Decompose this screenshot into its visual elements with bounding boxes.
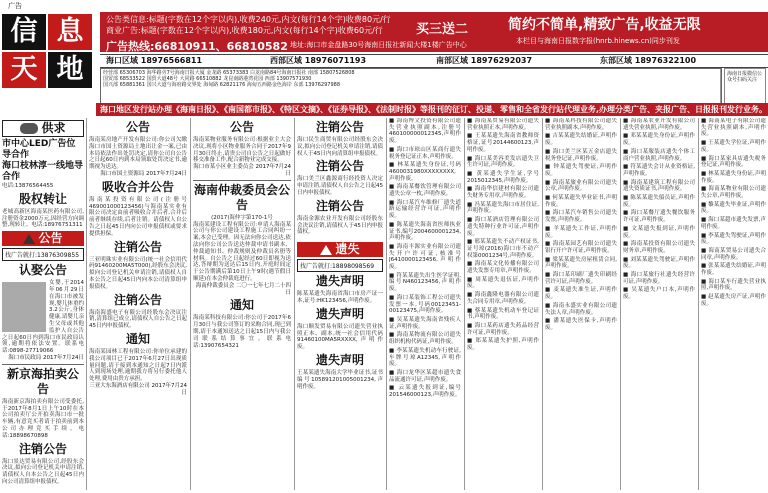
list-item: ■ 周某遗失退伍证,声明作废。 [467,276,539,290]
cancel1-text: 三亚明珠实业有限公司(统一社会信用代码91460200MA5T000),经股东会决议,拟向公司登记机关申请注销,请债权人自本公告之日起45日内向本公司清算组申报债权。 [89,256,187,290]
gg-footer: 海口市国土资源局 2017年7月24日 [100,170,187,177]
supply-heading: 供求 [2,120,84,137]
bullet-icon: ■ [623,148,631,155]
bullet-icon: ■ [623,241,631,248]
list-item: ■ 海口某家具店遗失税务登记证,声明作废。 [701,155,766,169]
list-item: ■ 刘某某遗失驾驶证,声明作废。 [623,256,695,270]
list-item: ■ 海南某物流有限公司遗失组织机构代码证,声明作废。 [389,332,461,346]
logo-char: 地 [48,52,92,88]
list-item: ■ 何某某遗失毕业证书,声明作废。 [545,195,617,208]
bullet-icon: ■ [701,232,709,239]
list-item: ■ 海口某装饰工程公司遗失发票一本,号码00123451-00123475,声明作废。 [389,294,461,315]
list-item: ■ 海南某电子有限公司遗失营业执照副本,声明作废。 [701,118,766,138]
bullet-icon: ■ [545,241,553,248]
region-east: 东部区域 18976322100 [600,56,697,65]
n-title: 通知 [229,298,254,313]
list-item: ■ 海南某投资有限公司遗失财务章,声明作废。 [623,241,695,254]
bullet-icon: ■ [389,243,397,250]
column-7 [545,118,617,490]
list-item: ■ 海口市琼山区某商行遗失税务登记证正本,声明作废。 [389,146,461,160]
bullet-icon: ■ [623,118,631,124]
bullet-icon: ■ [389,332,397,339]
list-item: ■ 林某某遗失身份证,号码4600031980XXXXXXXX,声明作废。 [389,162,461,182]
bullet-icon: ■ [701,217,709,224]
list-item: ■ 林某某遗失身份证,声明作废。 [701,170,766,184]
region-west: 西部区域 18976071193 [270,56,367,65]
bullet-icon: ■ [623,179,631,186]
committee-title: 海南仲裁委员会公告 [193,182,290,212]
list-item: ■ 海南某建筑工程有限公司遗失资质证书,声明作废。 [623,179,695,193]
bullet-icon: ■ [467,118,475,124]
bullet-icon: ■ [389,294,397,301]
column-4 [297,118,383,490]
c3-text: 海南金源农业开发有限公司经股东会决议注销,请债权人于45日内申报债权。 [297,215,383,236]
list-item: ■ 海南鑫隆电器有限公司遗失合同专用章,声明作废。 [467,292,539,305]
list-item: ■ 文某遗失报到证,声明作废。 [623,225,695,239]
bullet-icon: ■ [389,199,397,206]
list-item: ■ 邓某某遗失身份证,声明作废。 [623,133,695,147]
bullet-icon: ■ [545,256,553,263]
list-item: ■ 黄某遗失学生证,学号2015012345,声明作废。 [467,170,539,184]
list-item: ■ 海南某园艺有限公司遗失银行开户许可证,声明作废。 [545,241,617,254]
notice-footer: 三亚大东海酒店有限公司 2017年7月24日 [89,382,187,396]
auction-title: 新京海拍卖公告 [6,366,79,396]
bullet-icon: ■ [467,155,475,162]
list-item: ■ 海口美兰区某五金店遗失税务登记证,声明作废。 [545,148,617,162]
page-label: 广告 [8,2,22,10]
bullet-icon: ■ [623,287,632,294]
bullet-icon: ■ [545,318,554,325]
bullet-icon: ■ [389,369,397,376]
qr-note: 海南日报微信公众号扫码关注 [724,68,766,114]
ticker: 海口地区发行站办理《海南日报》、《南国都市报》、《特区文摘》、《证券导报》、《法制时报》等报刊的征订、投递、零售和全省发行站代理业务,办理分类广告、夹报广告、日报报刊发行业务。 [96,103,768,116]
list-item: ■ 海南某农业开发有限公司遗失营业执照,声明作废。 [623,118,695,131]
led-ad-phone: 电话:13876564455 [2,183,54,189]
list-item: ■ 海南某文化传播有限公司遗失发票专用章,声明作废。 [467,261,539,275]
list-item: ■ 海南永盛实业有限公司遗失法人章,声明作废。 [545,302,617,316]
cancel2-title: 注销公告 [113,292,162,307]
bullet-icon: ■ [467,133,475,140]
bullet-icon: ■ [623,256,631,263]
list-item: ■ 吉某某遗失结婚证,声明作废。 [545,133,617,147]
bullet-icon: ■ [623,225,632,232]
list-item: ■ 海口某服装店遗失个体工商户营业执照,声明作废。 [623,148,695,162]
bullet-icon: ■ [389,184,397,191]
committee-footer: 海南仲裁委员会 二〇一七年七月二十四日 [195,282,291,296]
bullet-icon: ■ [701,118,709,124]
bullet-icon: ■ [389,316,397,323]
list-item: ■ 海南华信建材有限公司遗失财务专用章,声明作废。 [467,186,539,200]
column-5 [389,118,461,490]
notice-title: 通知 [125,331,150,346]
pricing-line-1: 公告类信息:标题(字数在12个字以内),收费240元,内文(每行14个字)收费80元/行 [106,15,391,24]
list-item: ■ 海口某酒店管理有限公司遗失特种行业许可证,声明作废。 [467,217,539,237]
bullet-icon: ■ [623,133,631,140]
notice-label: 公告 [2,231,84,246]
bullet-icon: ■ [467,261,475,268]
c3-title: 注销公告 [315,198,364,213]
bullet-icon: ■ [701,170,709,177]
list-item: ■ 李某某遗失机动车行驶证,车牌号琼A12345,声明作废。 [389,347,461,368]
column-3 [193,118,291,490]
bullet-icon: ■ [545,195,553,202]
bullet-icon: ■ [389,146,397,153]
merge-text: 海南某投资有限公司(注册号469001000123456)与海南某实业有限公司决定由前者吸收合并后者,合并后前者继续存续,后者注销。请债权人自公告之日起45日内向公司申报债权或要求提供担保。 [89,196,187,237]
c1-title: 注销公告 [315,120,364,134]
baby-photo [2,282,46,332]
region-haikou: 海口区域 18976566811 [106,56,203,65]
list-item: ■ 麦某遗失准生证,声明作废。 [545,287,617,301]
slogan: 简约不简单,精致广告,收益无限 [508,17,701,33]
megaphone-icon [23,234,35,244]
column-9 [701,118,766,490]
g-title: 公告 [229,120,254,134]
bullet-icon: ■ [701,278,709,285]
pricing-line-2: 商业广告:标题(字数在12个字以内),收费180元,内文(每行14个字)收费60元/行 [106,26,383,35]
list-item: ■ 邢某某遗失不动产权证书,证号琼(2016)海口市不动产权第0001234号,声明作废。 [467,239,539,259]
list-item: ■ 海南某旅业有限公司遗失公章,声明作废。 [545,179,617,193]
merge-title: 吸收合并公告 [101,179,174,194]
bullet-icon: ■ [545,302,553,309]
list-item: ■ 王某某遗失海南省教师资格证,证号20144600123,声明作废。 [467,133,539,153]
bullet-icon: ■ [701,155,709,162]
c1-text: 海口民生商贸有限公司经股东会决议,拟向公司登记机关申请注销,请债权人于45日内向清算组申报债权。 [297,137,383,157]
bullet-icon: ■ [545,118,553,124]
bullet-icon: ■ [545,210,553,217]
notice-contact: 找广告就打:13876309855 [2,248,84,261]
logo [2,14,98,92]
bullet-icon: ■ [389,385,399,392]
list-item: ■ 潘某遗失医保卡,声明作废。 [545,318,617,331]
column-8 [623,118,695,490]
bullet-icon: ■ [389,221,397,228]
phone-hotline: 广告热线:66810911、66810582 [106,40,288,53]
logo-char: 息 [48,14,92,50]
promo: 买三送二 [416,22,469,37]
d2-text: 海口顺发贸易有限公司遗失营业执照正本、副本,统一社会信用代码91460100MA5RXXXX,声明作废。 [297,323,383,351]
list-item: ■ 符某某遗失出生医学证明,编号N460123456,声明作废。 [389,272,461,293]
list-item: ■ 王某遗失学位证,声明作废。 [701,140,766,153]
list-item: ■ 梁某某遗失房屋租赁合同,声明作废。 [545,256,617,270]
list-item: ■ 海口某美容美发店遗失卫生许可证,声明作废。 [467,155,539,169]
led-ad: 市中心LED广告位导合作 [2,139,76,160]
adopt-text: 女婴,于2014年06月29日在海口市被发现,婴儿体重约3.2公斤,身体健康,请婴儿亲生父母或其他监护人自公告之日起60日内到海口市民政局认领,逾期将依法安置。联系电话:0898-27719066 [2,280,84,355]
bullet-icon: ■ [701,294,709,301]
led-ad-sub: 海口枝林淳一线地导合作 [2,161,84,182]
bullet-icon: ■ [389,272,397,279]
bullet-icon: ■ [623,272,631,279]
d2-title: 遗失声明 [315,306,364,321]
d1-title: 遗失声明 [315,274,364,289]
cancel-title: 注销公告 [18,441,67,456]
address: 地址:海口市金盘路30号海南日报社新闻大楼1楼广告中心 [290,41,467,49]
column-classifieds [2,118,84,490]
bullet-icon: ■ [701,263,709,270]
list-item: ■ 海口某超市遗失发票,声明作废。 [701,217,766,230]
list-item: ■ 海南某餐饮管理有限公司遗失公章一枚,声明作废。 [389,184,461,198]
megaphone-icon [320,245,332,255]
committee-text: 海南某建设工程有限公司:申请人海南某公司与你公司建设工程施工合同纠纷一案,本会已受理。因无法向你公司送达,依法向你公司公告送达仲裁申请书副本、仲裁通知书、仲裁规则及仲裁员名册等材料。自公告之日起经过60日即视为送达,答辩期为送达后15日内,开庭时间定于公告期满后第10日上午9时(遇节假日顺延)在本会仲裁庭进行。 [193,221,291,282]
list-item: ■ 李某遗失驾驶证,声明作废。 [701,232,766,246]
list-item: ■ 钟某遗失驾驶证,声明作废。 [545,164,617,177]
bullet-icon: ■ [467,217,475,224]
slogan-sub: 本栏目与海南日报数字报(hnrb.hinews.cn)同步刊发 [516,37,680,45]
bullet-icon: ■ [467,239,475,246]
contacts-row: 经营部 65306703 海华路旁7号海南日报大厦 金龙路 65373383 白龙南路84号海南日报社 南部 15807526808 国贸部 68533522 国贸大道48号 大同路 66510882 龙昆南路港湾花园 西部 13907571930 国兴部 65881361 国兴大道与海府路交界处 海甸路 62821176 海甸五西路金色海岸 东部 13976297988 [101,69,721,113]
list-item: ■ 陈某某遗失船员证,声明作废。 [623,195,695,208]
bullet-icon: ■ [545,225,554,232]
auction-text: 海南新京海拍卖有限公司受委托,于2017年8月1日上午10时在本公司拍卖厅公开拍卖海口市一批车辆,有意竞买者请于拍卖前到本公司办理竞买手续。电话:18898670898 [2,398,84,439]
d3-text: 王某某遗失海南大学毕业证书,证书编号105891201005001234,声明作废。 [297,369,383,390]
bullet-icon: ■ [545,164,554,171]
masthead [0,12,768,92]
list-item: ■ 张某某遗失结婚证,声明作废。 [701,263,766,277]
bullet-icon: ■ [467,292,475,299]
list-item: ■ 吴某遗失户口本,声明作废。 [623,287,695,301]
n-text: 海南某科技有限公司:你公司于2017年6月30日与我公司签订的采购合同,现已到期,请于本通知送达之日起15日内与我公司联系结算事宜。联系电话:13907654321 [193,315,291,349]
list-item: ■ 海口龙华区某超市遗失食品流通许可证,声明作废。 [389,369,461,383]
list-item: ■ 郑某某遗失护照,声明作废。 [467,338,539,352]
cancel-text: 海口景达贸易有限公司,经股东会决议,拟向公司登记机关申请注销,请债权人自本公告之日起45日内向公司清算组申报债权。 [2,458,84,485]
logo-char: 天 [2,52,46,88]
notice-text: 海南某园林工程有限公司:你单位承建的我公司项目已于2017年6月27日出现质量问题,请于接到本通知之日起7日内派人到现场处理,逾期我方将另行委托他人处理,费用由贵方承担。 [89,348,187,383]
c2-title: 注销公告 [315,159,364,174]
bullet-icon: ■ [545,272,553,279]
list-item: ■ 海口某印刷厂遗失印刷经营许可证,声明作废。 [545,272,617,285]
list-item: ■ 吴某某遗失海南省残疾人证,声明作废。 [389,316,461,330]
bullet-icon: ■ [389,162,398,169]
list-item: ■ 海南博文投资有限公司遗失营业执照副本,注册号460100000012345,声明作废。 [389,118,461,145]
list-item: ■ 陈某遗失海南省医师执业证书,编号2004600001234,声明作废。 [389,221,461,242]
bullet-icon: ■ [623,210,631,217]
list-item: ■ 海南丰源实业有限公司遗失开户许可证,核准号J6410000123456,声明作废。 [389,243,461,271]
c2-text: 海口美兰区鑫源商行经投资人决定申请注销,请债权人自公告之日起45日内申报债权。 [297,176,383,196]
adopt-title: 认娶公告 [18,263,67,278]
bullet-icon: ■ [623,195,631,202]
d1-text: 陈某某遗失海南省海口市房产证一本,证号:HK123456,声明作废。 [297,291,383,304]
equity-title: 股权转让 [18,191,67,206]
bullet-icon: ■ [701,247,709,254]
equity-text: 老城高新区海南某医药有限公司,注册资金2000万元,因经营方向调整,现转让。电话:18976751311 [2,208,84,229]
loss-label: 遗失 [297,242,383,257]
bullet-icon: ■ [545,179,553,186]
g-footer: 海口市某小区业主委员会 2017年7月24日 [193,164,291,177]
list-item: ■ 海南某贸易有限公司遗失营业执照正本,声明作废。 [467,118,539,131]
bullet-icon: ■ [545,133,553,140]
bullet-icon: ■ [467,276,476,283]
bullet-icon: ■ [701,201,709,208]
list-item: ■ 黎某遗失毕业证,声明作废。 [701,201,766,215]
bullet-icon: ■ [623,164,631,171]
bullet-icon: ■ [467,322,475,329]
bullet-icon: ■ [545,148,553,155]
column-2 [89,118,187,490]
bullet-icon: ■ [701,186,709,193]
list-item: ■ 海口某车行遗失营业执照,声明作废。 [701,278,766,292]
d3-title: 遗失声明 [315,352,364,367]
gg-title: 公告 [125,120,150,134]
bullet-icon: ■ [467,186,475,193]
list-item: ■ 海口某旅行社遗失经营许可证,声明作废。 [623,272,695,285]
g-text: 海南某物业服务有限公司:根据业主大会决议,现将小区物业服务合同于2017年9月30日终止,请贵公司自公告之日起做好移交准备工作,配合新物业完成交接。 [193,137,291,164]
list-item: ■ 符某遗失会计从业资格证,声明作废。 [623,164,695,177]
list-item: ■ 海南某物业有限公司遗失公章,声明作废。 [701,186,766,200]
list-item: ■ 羊某遗失工作证,声明作废。 [545,225,617,239]
list-item: ■ 海南某科技有限公司遗失营业执照副本,声明作废。 [545,118,617,131]
list-item: ■ 云某遗失报到证,编号201546000123,声明作废。 [389,385,461,399]
gg-text: 海南某房地产开发有限公司:你公司欠缴海口市国土资源局土地出让金一案,已由本局依法作出处罚决定,请你公司自公告之日起60日内到本局领取处罚决定书,逾期视为送达。 [89,137,187,171]
loss-contact: 找广告就打:18898098569 [297,259,383,272]
column-6 [467,118,539,490]
bullet-icon: ■ [389,347,397,354]
committee-sub: (2017)海仲字第170-1号 [211,214,273,221]
list-item: ■ 海口某餐厅遗失餐饮服务许可证,声明作废。 [623,210,695,224]
logo-char: 信 [2,14,46,50]
bullet-icon: ■ [701,140,709,147]
bullet-icon: ■ [467,338,476,345]
cancel1-title: 注销公告 [113,239,162,254]
list-item: ■ 海南某贸易公司遗失合同章,声明作废。 [701,247,766,261]
list-item: ■ 海口某汽车销售公司遗失发票,声明作废。 [545,210,617,224]
region-row [100,54,768,68]
list-item: ■ 蔡某某遗失机动车登记证书,声明作废。 [467,307,539,321]
bullet-icon: ■ [389,118,397,124]
bullet-icon: ■ [467,170,477,177]
list-item: ■ 海口某汽车维修厂遗失道路运输经营许可证,声明作废。 [389,199,461,220]
region-south: 南部区域 18976292037 [436,56,533,65]
list-item: ■ 冯某某遗失海口市居住证,声明作废。 [467,201,539,215]
bullet-icon: ■ [467,307,475,314]
bullet-icon: ■ [545,287,554,294]
cancel2-text: 海南海盛电子有限公司经股东会决议注销,清算组已成立,请债权人自公告之日起45日内申报债权。 [89,309,187,330]
header-band [100,12,768,52]
handshake-icon [20,123,38,134]
list-item: ■ 赵某遗失房产证,声明作废。 [701,294,766,307]
adopt-footer: 海口市民政局 2017年7月24日 [8,354,84,361]
list-item: ■ 海口某药店遗失药品经营许可证,声明作废。 [467,322,539,336]
bullet-icon: ■ [467,201,475,208]
